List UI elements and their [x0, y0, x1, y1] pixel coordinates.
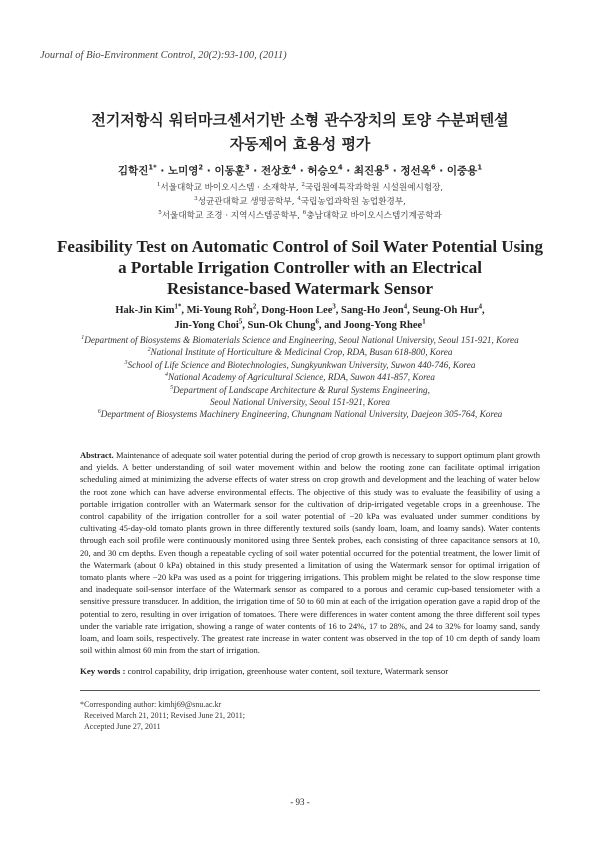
- english-title-line: Resistance-based Watermark Sensor: [167, 279, 433, 298]
- english-affiliation-line: $^5$Department of Landscape Architecture & Rural Systems Engineering,: [170, 384, 430, 395]
- korean-authors: 김학진$^{1*}$ · 노미영$^2$ · 이동훈$^3$ · 전상호$^4$ · 허승오$^4$ · 최진용$^5$ · 정선옥$^6$ · 이중용$^1$: [117, 163, 483, 177]
- footnote: [80, 699, 245, 732]
- english-authors-line: Jin-Yong Choi$^5$, Sun-Ok Chung$^6$, and Joong-Yong Rhee$^1$: [174, 318, 426, 331]
- abstract-text: Maintenance of adequate soil water potential during the period of crop growth is necessary to support optimum plant growth and yields. A better understanding of soil water movement within and below the rooting zone can facilitate optimal irrigation scheduling aimed at minimizing the adverse effects of water stress on crop growth and development and the leaching of water below the root zone which can have adverse environmental effects. The objective of this study was to evaluate the feasibility of using a portable irrigation controller with an Watermark sensor for the cultivation of drip-irrigated vegetable crops in a greenhouse. The control capability of the irrigation controller for a soil water potential of −20 kPa was evaluated under summer conditions by cultivating 45-day-old tomato plants grown in three differently textured soils (sandy loam, loam, and loamy sands). Water contents through each soil profile were continuously monitored using three Sentek probes, each consisting of three capacitance sensors at 10, 20, and 30 cm depths. Even though a repeatable cycling of soil water potential occurred for the potential treatment, the lower limit of the Watermark (about 0 kPa) obtained in this study presented a limitation of using the Watermark sensor for optimal irrigation of tomato plants where −20 kPa was used as a point for triggering irrigations. This problem might be related to the slow response time and inadequate soil-sensor interface of the Watermark sensor as compared to a porous and ceramic cup-based tensiometer with a sensitive pressure transducer. In addition, the irrigation time of 50 to 60 min at each of the irrigation operation gave a rapid drop of the potential to zero, resulting in over irrigation of tomatoes. There were differences in water content among the three different soil types under the variable rate irrigation, showing a range of water contents of 16 to 24%, 17 to 28%, and 24 to 32% for loamy sand, sandy loam, and loam soils, respectively. The greatest rate increase in water content was observed in the top of 10 cm depth of sandy loam soil within almost 60 min from the start of irrigation.: [80, 450, 541, 656]
- english-affiliation-line: $^2$National Institute of Horticulture & Medicinal Crop, RDA, Busan 618-800, Korea: [147, 347, 453, 358]
- korean-affiliations: [0, 181, 600, 223]
- abstract: [80, 449, 540, 656]
- english-affiliation-line: $^4$National Academy of Agricultural Science, RDA, Suwon 441-857, Korea: [165, 372, 435, 383]
- journal-header: Journal of Bio-Environment Control, 20(2):93-100, (2011): [40, 50, 287, 61]
- keywords: [80, 665, 540, 677]
- english-affiliation-line: Seoul National University, Seoul 151-921, Korea: [209, 397, 391, 408]
- keywords-label: Key words :: [80, 666, 126, 676]
- korean-title-line: 전기저항식 워터마크센서기반 소형 관수장치의 토양 수분퍼텐셜: [91, 111, 509, 129]
- english-authors-line: Hak-Jin Kim$^{1*}$, Mi-Young Roh$^2$, Dong-Hoon Lee$^3$, Sang-Ho Jeon$^4$, Seung-Oh Hur$^4$,: [115, 303, 485, 316]
- accepted-date: Accepted June 27, 2011: [84, 722, 161, 731]
- english-affiliation-line: $^3$School of Life Science and Biotechnologies, Sungkyunkwan University, Suwon 440-746, Korea: [124, 359, 476, 370]
- page-number: - 93 -: [290, 797, 310, 807]
- english-affiliation-line: $^1$Department of Biosystems & Biomaterials Science and Engineering, Seoul National University, Seoul 151-921, Korea: [81, 334, 519, 345]
- korean-title-line: 자동제어 효용성 평가: [229, 135, 371, 153]
- english-affiliations: [0, 334, 600, 421]
- footnote-divider: [80, 690, 540, 691]
- korean-title: [0, 108, 600, 156]
- english-title-line: Feasibility Test on Automatic Control of Soil Water Potential Using: [57, 237, 543, 256]
- english-title-line: a Portable Irrigation Controller with an Electrical: [118, 258, 482, 277]
- english-affiliation-line: $^6$Department of Biosystems Machinery Engineering, Chungnam National University, Daejeon 305-764, Korea: [97, 409, 503, 420]
- abstract-label: Abstract.: [80, 450, 114, 460]
- received-date: Received March 21, 2011; Revised June 21, 2011;: [84, 711, 245, 720]
- korean-affiliation-line: $^1$서울대학교 바이오시스템 · 소재학부, $^2$국립원예특작과학원 시설원예시험장,: [156, 182, 444, 193]
- korean-affiliation-line: $^3$성균관대학교 생명공학부, $^4$국립농업과학원 농업환경부,: [194, 196, 406, 207]
- keywords-text: control capability, drip irrigation, greenhouse water content, soil texture, Watermark sensor: [127, 666, 449, 676]
- english-authors: [0, 303, 600, 333]
- corresponding-author: *Corresponding author: kimhj69@snu.ac.kr: [80, 700, 222, 709]
- english-title: [0, 236, 600, 299]
- korean-affiliation-line: $^5$서울대학교 조경 · 지역시스템공학부, $^6$충남대학교 바이오시스템기계공학과: [158, 210, 442, 221]
